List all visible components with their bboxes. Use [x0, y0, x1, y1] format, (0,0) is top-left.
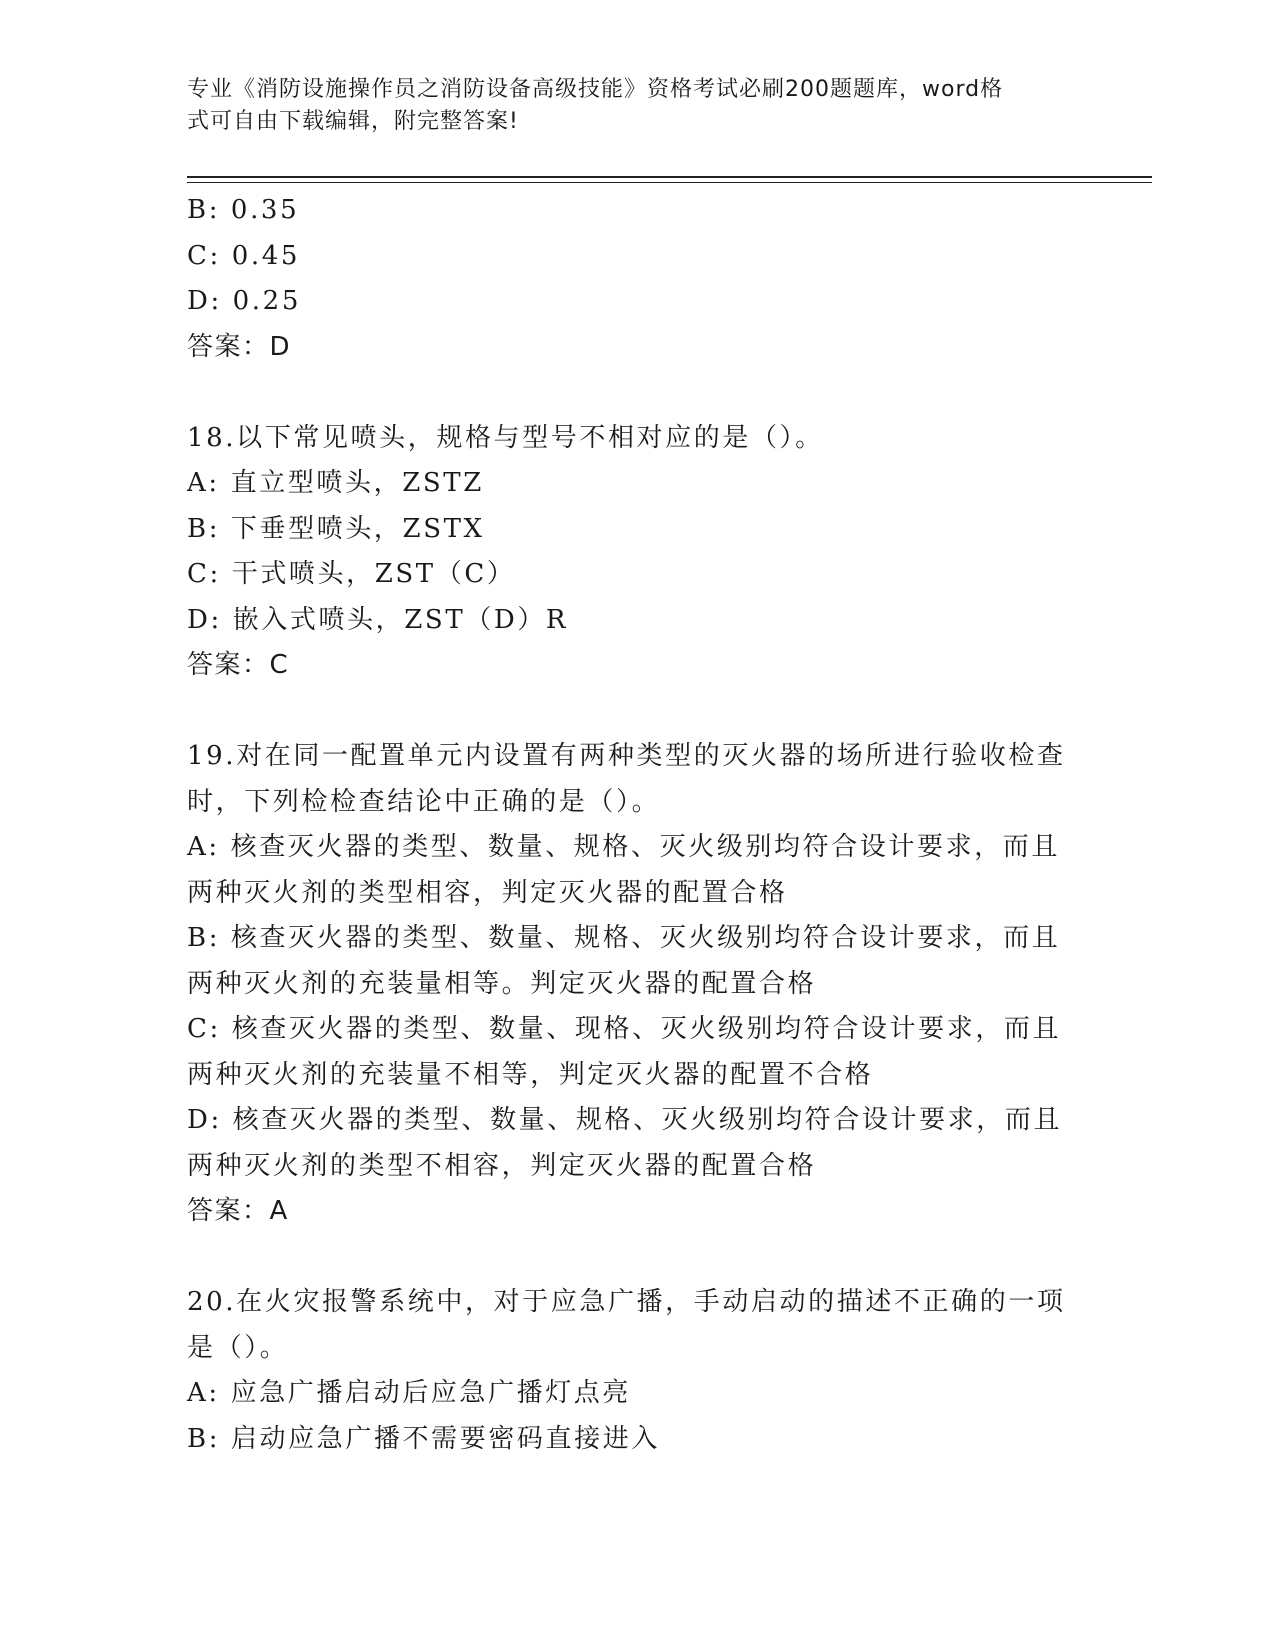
option-c: C: 干式喷头，ZST（C）	[187, 559, 516, 589]
option-c-line-1: C: 核查灭火器的类型、数量、现格、灭火级别均符合设计要求，而且	[187, 1014, 1062, 1044]
option-d-line-1: D: 核查灭火器的类型、数量、规格、灭火级别均符合设计要求，而且	[187, 1105, 1063, 1135]
option-a-line-2: 两种灭火剂的类型相容，判定灭火器的配置合格	[187, 877, 788, 908]
option-c-line-2: 两种灭火剂的充装量不相等，判定灭火器的配置不合格	[187, 1059, 874, 1090]
question-list	[187, 188, 1067, 1462]
option-b-line-2: 两种灭火剂的充装量相等。判定灭火器的配置合格	[187, 968, 817, 999]
spacer	[187, 1235, 1067, 1281]
answer: 答案：A	[187, 1196, 289, 1226]
question-text-line-2: 是（）。	[187, 1332, 289, 1363]
option-b-line-1: B: 核查灭火器的类型、数量、规格、灭火级别均符合设计要求，而且	[187, 923, 1061, 953]
answer: 答案：D	[187, 331, 292, 362]
option-b: B: 启动应急广播不需要密码直接进入	[187, 1423, 660, 1454]
question-text-line-1: 20.在火灾报警系统中，对于应急广播，手动启动的描述不正确的一项	[187, 1287, 1066, 1317]
header-line-2: 式可自由下载编辑，附完整答案!	[187, 109, 519, 134]
question-text: 18.以下常见喷头，规格与型号不相对应的是（）。	[187, 422, 824, 453]
option-d-line-2: 两种灭火剂的类型不相容，判定灭火器的配置合格	[187, 1150, 817, 1181]
header-divider-thick	[187, 176, 1152, 178]
option-d: D: 嵌入式喷头，ZST（D）R	[187, 604, 569, 635]
question-18	[187, 416, 1067, 689]
option-a: A: 直立型喷头，ZSTZ	[187, 468, 484, 498]
spacer	[187, 689, 1067, 735]
header-line-1: 专业《消防设施操作员之消防设备高级技能》资格考试必刷200题题库，word格	[187, 77, 1004, 102]
option-c: C: 0.45	[187, 240, 301, 271]
option-d: D: 0.25	[187, 286, 301, 316]
option-b: B: 下垂型喷头，ZSTX	[187, 513, 485, 544]
question-text-line-2: 时，下列检检查结论中正确的是（）。	[187, 786, 661, 817]
question-20	[187, 1280, 1067, 1462]
answer: 答案：C	[187, 650, 290, 680]
option-a: A: 应急广播启动后应急广播灯点亮	[187, 1378, 632, 1408]
header-divider-thin	[187, 182, 1152, 183]
option-b: B: 0.35	[187, 195, 300, 225]
option-a-line-1: A: 核查灭火器的类型、数量、规格、灭火级别均符合设计要求，而且	[187, 832, 1061, 862]
document-header	[187, 74, 1067, 138]
spacer	[187, 370, 1067, 416]
question-17	[187, 188, 1067, 370]
question-text-line-1: 19.对在同一配置单元内设置有两种类型的灭火器的场所进行验收检查	[187, 741, 1066, 771]
question-19	[187, 734, 1067, 1235]
